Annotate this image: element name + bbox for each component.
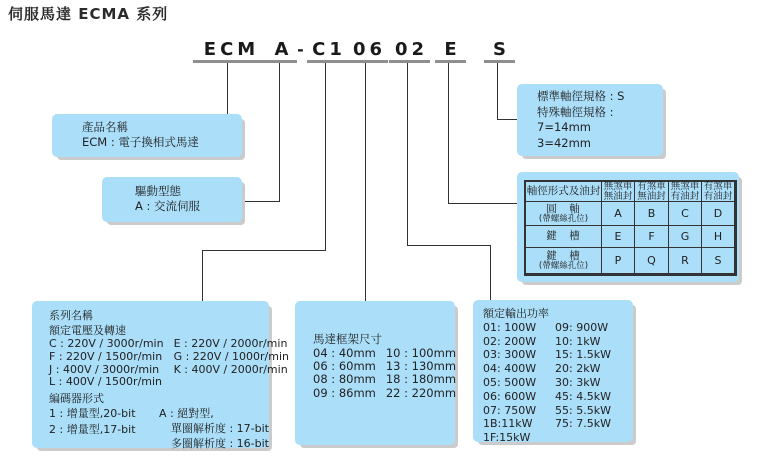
frame-left-column — [313, 347, 376, 400]
frame-size-entry: 22 : 220mm — [385, 385, 457, 400]
model-segment-separator: - — [297, 40, 304, 59]
encoder-right-column — [159, 406, 269, 451]
power-entry: 06: 600W — [483, 389, 537, 403]
drive-type-title: 驅動型態 — [135, 184, 181, 198]
shaft-code-cell: H — [702, 226, 735, 248]
model-segment-product: ECM — [193, 39, 266, 63]
series-title: 系列名稱 — [49, 309, 93, 322]
encoder-list — [49, 406, 269, 451]
connector-shaft-type — [449, 63, 518, 204]
frame-size-entry: 10 : 100mm — [385, 346, 457, 360]
shaft-table-header-cell — [602, 182, 635, 202]
encoder-entry: 1 : 增量型,20-bit — [49, 407, 136, 421]
shaft-type-label-cell — [526, 248, 602, 274]
shaft-code-cell: P — [602, 248, 635, 274]
header-line-1: 無煞車 — [670, 180, 700, 192]
shaft-type-sublabel: (帶螺絲孔位) — [538, 260, 589, 271]
product-name-value: ECM : 電子換相式馬達 — [82, 135, 199, 149]
shaft-type-label-cell — [526, 202, 602, 226]
shaft-table — [524, 180, 737, 276]
frame-size-entry: 08 : 80mm — [313, 372, 376, 387]
shaft-code-cell: D — [702, 202, 735, 226]
shaft-code-cell: A — [602, 202, 635, 226]
power-entry: 1B:11kW — [483, 417, 533, 431]
shaft-code-cell: C — [669, 202, 702, 226]
shaft-spec-box — [517, 84, 663, 156]
power-entry: 09: 900W — [555, 320, 609, 334]
header-line-2: 有油封 — [703, 190, 733, 202]
voltage-left-column — [49, 338, 164, 389]
power-entry: 1F:15kW — [483, 431, 531, 445]
encoder-left-column — [49, 406, 149, 451]
power-entry: 02: 200W — [483, 334, 537, 348]
page-title: 伺服馬達 ECMA 系列 — [8, 5, 169, 23]
power-entry: 04: 400W — [483, 362, 537, 376]
shaft-code-cell: S — [702, 248, 735, 274]
encoder-absolute-head: A : 絕對型, — [158, 407, 214, 421]
connector-power — [408, 63, 491, 300]
series-name-box — [32, 301, 289, 451]
encoder-title: 編碼器形式 — [49, 392, 104, 406]
shaft-spec-option-7: 7=14mm — [537, 120, 591, 134]
shaft-code-cell: Q — [635, 248, 669, 274]
shaft-code-cell: G — [669, 226, 702, 248]
frame-size-box — [295, 301, 455, 445]
rated-power-list — [483, 321, 633, 445]
product-name-box — [52, 114, 242, 157]
encoder-resolution-entry: 單圈解析度 : 17-bit — [170, 422, 269, 436]
rated-power-box — [473, 300, 633, 445]
shaft-type-label: 鍵 槽 — [546, 249, 581, 262]
model-segment-shaft-spec: S — [484, 39, 515, 63]
power-entry: 55: 5.5kW — [555, 403, 611, 417]
frame-size-list — [313, 347, 455, 400]
power-entry: 10: 1kW — [555, 334, 601, 348]
shaft-type-label: 圓 軸 — [546, 202, 581, 215]
power-left-column — [483, 321, 545, 445]
voltage-right-column — [174, 338, 289, 389]
voltage-entry: F : 220V / 1500r/min — [49, 349, 163, 363]
shaft-spec-option-3: 3=42mm — [537, 135, 591, 150]
power-entry: 07: 750W — [483, 403, 537, 417]
voltage-entry: K : 400V / 2000r/min — [173, 362, 288, 376]
shaft-spec-standard: 標準軸徑規格 : S — [537, 89, 625, 103]
model-segment-shaft-type: E — [435, 39, 466, 63]
frame-size-entry: 18 : 180mm — [385, 372, 457, 387]
drive-type-value: A : 交流伺服 — [135, 199, 201, 213]
model-segment-power: 02 — [389, 39, 430, 63]
shaft-code-cell: E — [602, 226, 635, 248]
drive-type-box — [102, 177, 242, 222]
voltage-speed-list — [49, 337, 289, 389]
encoder-entry: 2 : 增量型,17-bit — [49, 422, 136, 436]
voltage-entry: C : 220V / 3000r/min — [49, 337, 164, 350]
encoder-resolution-entry: 多圈解析度 : 16-bit — [170, 437, 269, 451]
power-entry: 03: 300W — [483, 348, 537, 362]
power-entry: 45: 4.5kW — [555, 389, 611, 403]
header-line-2: 無油封 — [603, 190, 633, 202]
shaft-code-cell: R — [669, 248, 702, 274]
model-segment-series: C1 — [307, 39, 347, 63]
product-name-title: 產品名稱 — [82, 120, 128, 134]
shaft-table-header-cell — [635, 182, 669, 202]
shaft-table-header-cell — [702, 182, 735, 202]
power-right-column — [555, 321, 611, 445]
power-entry: 20: 2kW — [555, 362, 601, 376]
rated-power-title: 額定輸出功率 — [483, 307, 549, 320]
shaft-table-box — [517, 172, 739, 282]
power-entry: 05: 500W — [483, 375, 537, 389]
voltage-entry: E : 220V / 2000r/min — [173, 337, 288, 350]
shaft-code-cell: F — [635, 226, 669, 248]
header-line-2: 有油封 — [670, 190, 700, 202]
frame-size-entry: 13 : 130mm — [385, 359, 457, 374]
shaft-code-cell: B — [635, 202, 669, 226]
header-line-1: 無煞車 — [603, 180, 633, 192]
shaft-type-sublabel: (帶螺絲孔位) — [538, 213, 589, 224]
shaft-type-label: 鍵 槽 — [546, 230, 581, 242]
voltage-entry: L : 400V / 1500r/min — [49, 375, 163, 389]
shaft-table-corner-header: 軸徑形式及油封 — [526, 182, 602, 202]
connector-shaft-spec — [498, 63, 518, 120]
header-line-1: 有煞車 — [637, 180, 666, 192]
model-segment-frame: 06 — [347, 39, 388, 63]
power-entry: 15: 1.5kW — [555, 348, 611, 362]
header-line-1: 有煞車 — [703, 180, 733, 192]
power-entry: 30: 3kW — [555, 375, 601, 389]
model-segment-drive: A — [266, 39, 297, 63]
frame-right-column — [386, 347, 456, 400]
frame-size-entry: 06 : 60mm — [313, 359, 376, 374]
connector-drive — [242, 63, 280, 202]
header-line-2: 無油封 — [637, 190, 666, 202]
frame-size-title: 馬達框架尺寸 — [313, 332, 382, 346]
shaft-type-label-cell — [526, 226, 602, 248]
power-entry: 01: 100W — [483, 320, 537, 334]
voltage-entry: G : 220V / 1000r/min — [173, 349, 289, 363]
frame-size-entry: 04 : 40mm — [313, 346, 376, 360]
voltage-entry: J : 400V / 3000r/min — [49, 362, 160, 376]
frame-size-entry: 09 : 86mm — [313, 385, 376, 400]
series-subtitle: 額定電壓及轉速 — [49, 324, 126, 337]
shaft-table-header-cell — [669, 182, 702, 202]
power-entry: 75: 7.5kW — [555, 417, 611, 431]
shaft-spec-special: 特殊軸徑規格 : — [537, 104, 614, 119]
